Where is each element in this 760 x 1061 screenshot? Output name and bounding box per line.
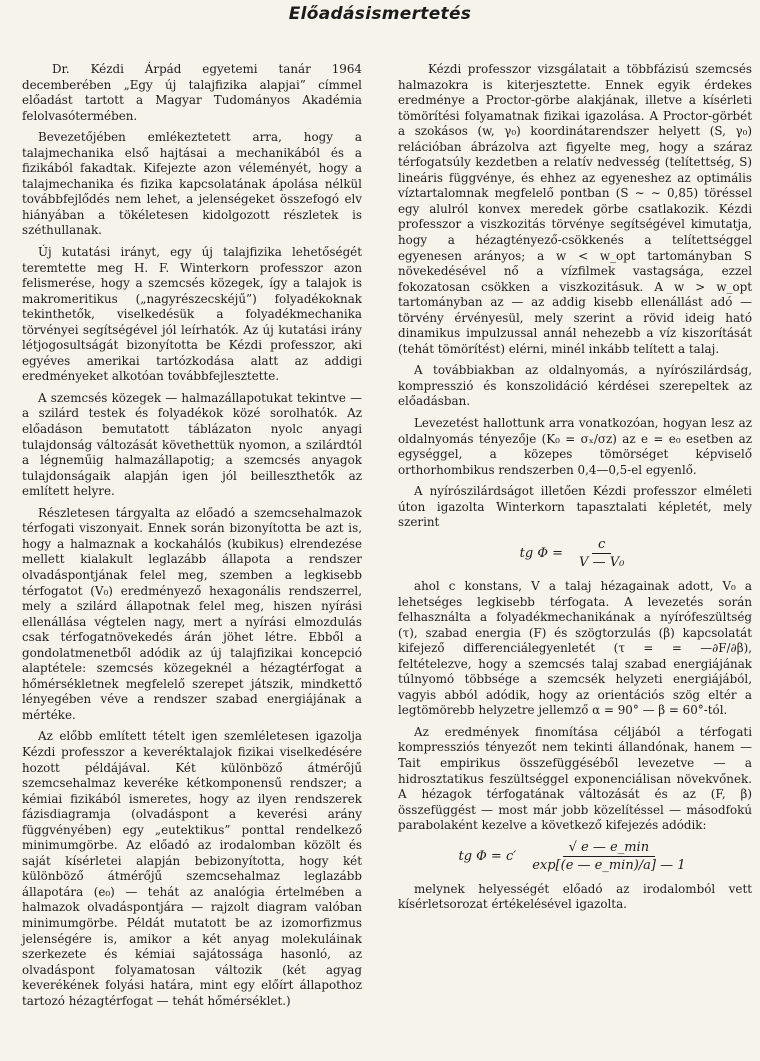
fraction-numerator: c	[592, 537, 611, 555]
paragraph: Kézdi professzor vizsgálatait a többfázisú szemcsés halmazokra is kiterjesztette. Ennek egyik érdekes eredménye a Proctor-görbe alakjának, illetve a kísérleti tömörítési folyamatnak fizikai igazolása. A Proctor-görbét a szokásos (w, γ₀) koordinátarendszer helyett (S, γ₀) relációban ábrázolva azt figyelte meg, hogy a száraz térfogatsúly kezdetben a relatív nedvesség (telítettség, S) lineáris függvénye, és ehhez az egyeneshez az optimális víztartalomnak megfelelő pontban (S ∼ ∼ 0,85) töréssel egy alulról konvex meredek görbe csatlakozik. Kézdi professzor a viszkozitás törvénye segítségével kimutatja, hogy a hézagtényező-csökkenés a telítettséggel egyenesen arányos; a w < w_opt tartományban S növekedésével nő a vízfilmek vastagsága, ezzel fokozatosan csökken a viszkozitásuk. A w > w_opt tartományban az — az addig kisebb ellenállást adó — törvény érvényesül, mely szerint a rövid ideig ható dinamikus impulzussal annál nehezebb a víz kiszorítását (tehát tömörítést) elérni, minél inkább telített a talaj.	[398, 62, 752, 356]
paragraph: Az előbb említett tételt igen szemléletesen igazolja Kézdi professzor a keveréktalajok fizikai viselkedésére hozott példájával. Két különböző átmérőjű szemcsehalmaz keveréke kétkomponensű rendszer; a kémiai fizikából ismeretes, hogy az ilyen rendszerek fázisdiagramja (olvadáspont a keverési arány függvényében) egy „eutektikus” ponttal rendelkező minimumgörbe. Az előadó az irodalomban közölt és saját kísérletei alapján bebizonyította, hogy két különböző átmérőjű szemcsehalmaz leglazább állapotára (e₀) — tehát az analógia értelmében a halmazok olvadáspontjára — rajzolt diagram valóban minimumgörbe. Példát mutatott be az izomorfizmus jelenségére is, amikor a két anyag molekuláinak szerkezete és kémiai sajátossága hasonló, az olvadáspont folyamatosan változik (két agyag keverékének folyási határa, mint egy előírt állapothoz tartozó hézagtérfogat — tehát hőmérséklet.)	[22, 729, 362, 1008]
paragraph: Levezetést hallottunk arra vonatkozóan, hogyan lesz az oldalnyomás tényezője (K₀ = σₓ/σz) az e = e₀ esetben az egységgel, a közepes tömörséget képviselő orthorhombikus rendszerben 0,4—0,5-el egyenlő.	[398, 416, 752, 477]
fraction	[526, 840, 691, 874]
formula-winterkorn	[398, 537, 752, 571]
paragraph: Az eredmények finomítása céljából a térfogati kompressziós tényezőt nem tekinti állandónak, hanem — Tait empirikus összefüggéséből levezetve — a hidrosztatikus feszültséggel exponenciálisan növekvőnek. A hézagok térfogatának változását és az (F, β) összefüggést — most már jobb közelítéssel — másodfokú parabolaként kezelve a következő kifejezés adódik:	[398, 724, 752, 833]
fraction-denominator: exp[(e — e_min)/a] — 1	[532, 858, 686, 874]
paragraph: Dr. Kézdi Árpád egyetemi tanár 1964 decemberében „Egy új talajfizika alapjai” címmel előadást tartott a Magyar Tudományos Akadémia felolvasótermében.	[22, 62, 362, 123]
left-column	[22, 62, 362, 1015]
fraction	[573, 537, 630, 571]
fraction-numerator: √ e — e_min	[563, 840, 655, 858]
right-column	[398, 62, 752, 919]
paragraph: Új kutatási irányt, egy új talajfizika lehetőségét teremtette meg H. F. Winterkorn professzor azon felismerése, hogy a szemcsés közegek, így a talajok is makromeritikus („nagyrészecskéjű”) folyadékoknak tekinthetők, viselkedésük a folyadékmechanika törvényei segítségével jól leírhatók. Az új kutatási irány létjogosultságát bizonyította be Kézdi professzor, aki egyéves amerikai tartózkodása alatt az addigi eredményeket alkotóan továbbfejlesztette.	[22, 245, 362, 384]
fraction-denominator: V — V₀	[579, 555, 625, 571]
paragraph: A szemcsés közegek — halmazállapotukat tekintve — a szilárd testek és folyadékok közé sorolhatók. Az előadáson bemutatott táblázaton nyolc anyagi tulajdonság változását követhettük nyomon, a szilárdtól a légneműig halmazállapotig; a szemcsés anyagok tulajdonságaik alapján igen jól beilleszthetők az említett helyre.	[22, 390, 362, 499]
formula-kezdi	[398, 840, 752, 874]
paragraph: ahol c konstans, V a talaj hézagainak adott, V₀ a lehetséges legkisebb térfogata. A levezetés során felhasználta a folyadékmechanikának a nyírófeszültség (τ), szabad energia (F) és szögtorzulás (β) kapcsolatát kifejező differenciálegyenletét (τ = = —∂F/∂β), feltételezve, hogy a szemcsés talaj szabad energiájának túlnyomó többsége a szemcsék helyzeti energiájából, vagyis abból adódik, hogy az orientációs szög eltér a legtömörebb helyzetre jellemző α = 90° — β = 60°-tól.	[398, 578, 752, 718]
paragraph: A nyírószilárdságot illetően Kézdi professzor elméleti úton igazolta Winterkorn tapasztalati képletét, mely szerint	[398, 484, 752, 530]
paragraph: A továbbiakban az oldalnyomás, a nyírószilárdság, kompresszió és konszolidáció kérdései szerepeltek az előadásban.	[398, 363, 752, 409]
formula-lhs: tg Φ =	[519, 546, 564, 562]
paragraph: Részletesen tárgyalta az előadó a szemcsehalmazok térfogati viszonyait. Ennek során bizonyította be azt is, hogy a halmaznak a kockahálós (kubikus) elrendezése mellett kialakult leglazább állapota a rendszer olvadáspontjának felel meg, szemben a legkisebb térfogatot (V₀) eredményező hexagonális rendszerrel, mely a szilárd állapotnak felel meg, hiszen nyírási ellenállása végtelen nagy, mert a nyírási elmozdulás csak térfogatnövekedés árán jöhet létre. Ebből a gondolatmenetből adódik az új talajfizikai koncepció alaptétele: szemcsés közegeknél a hézagtérfogat a hőmérsékletnek megfelelő szerepet játszik, mindkettő lényegében véve a rendszer szabad energiájának a mértéke.	[22, 505, 362, 722]
paragraph: Bevezetőjében emlékeztetett arra, hogy a talajmechanika első hajtásai a mechanikából és a fizikából fakadtak. Kifejezte azon véleményét, hogy a talajmechanika és fizika kapcsolatának ápolása nélkül továbbfejlődés nem lehet, a jelenségeket összefogó elv hiányában a tökéletesen kidolgozott részletek is széthullanak.	[22, 130, 362, 238]
paragraph: melynek helyességét előadó az irodalomból vett kísérletsorozat értékelésével igazolta.	[398, 881, 752, 912]
page-title: Előadásismertetés	[288, 4, 472, 24]
formula-lhs: tg Φ = c′	[458, 848, 517, 864]
